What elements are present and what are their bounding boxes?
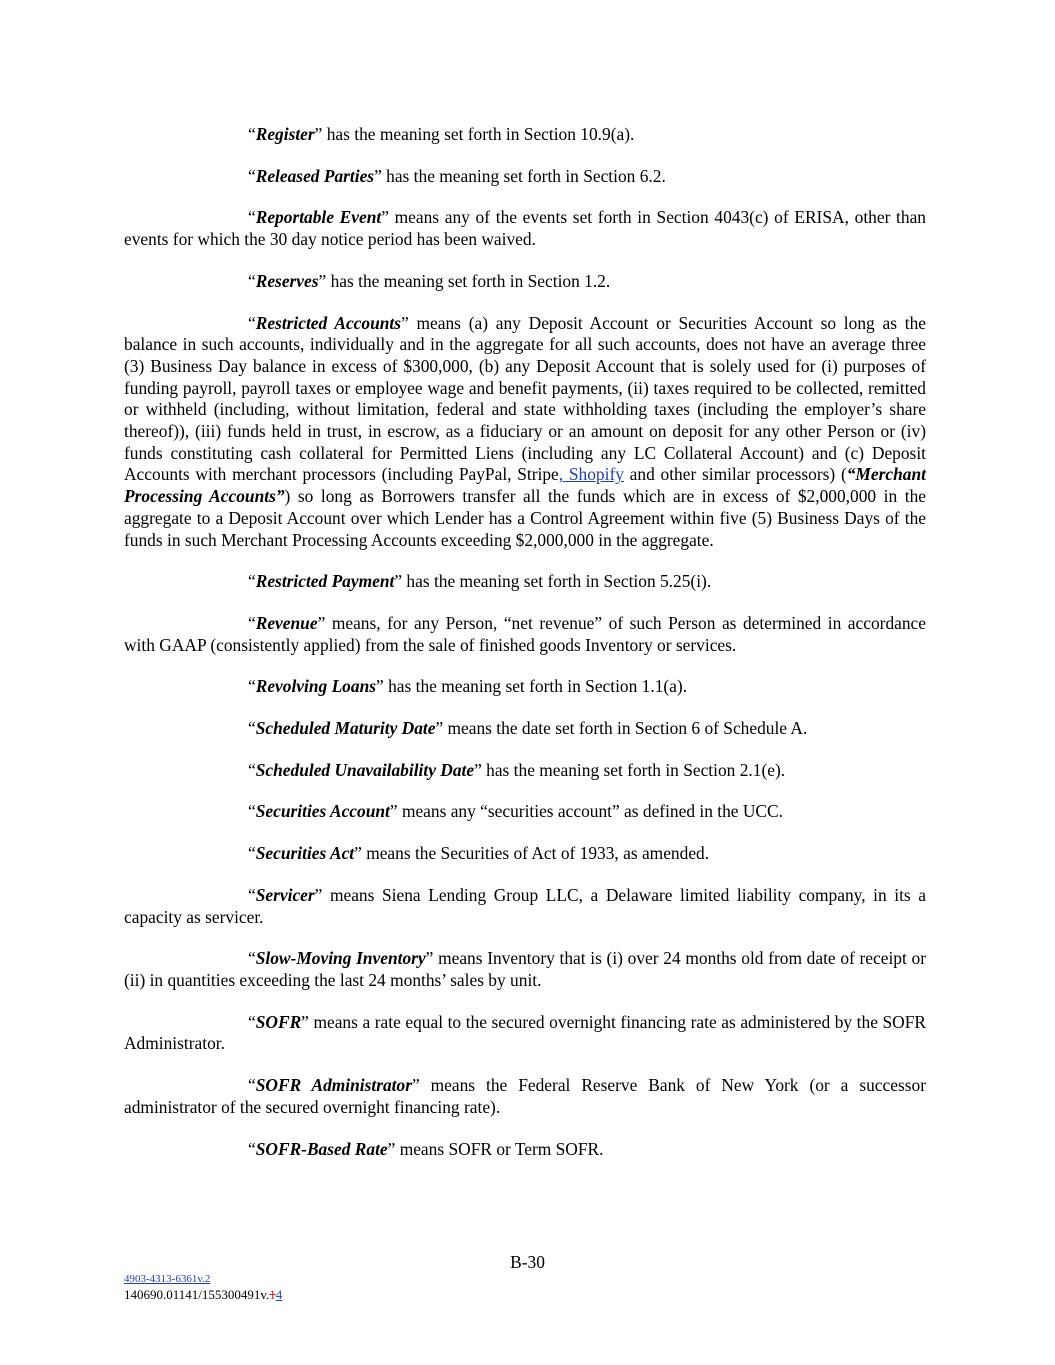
defined-term: SOFR <box>255 1011 302 1032</box>
definition-restricted-payment: “Restricted Payment” has the meaning set forth in Section 5.25(i). <box>248 571 712 592</box>
definition-servicer: “Servicer” means Siena Lending Group LLC, a Delaware limited liability company, in its a capacity as servicer. <box>124 884 926 927</box>
defined-term: SOFR-Based Rate <box>255 1138 388 1159</box>
definition-slow-moving-inventory: “Slow-Moving Inventory” means Inventory that is (i) over 24 months old from date of receipt or (ii) in quantities exceeding the last 24 months’ sales by unit. <box>124 948 926 990</box>
document-id: 140690.01141/155300491v.14 <box>124 1287 283 1302</box>
definition-released-parties: “Released Parties” has the meaning set forth in Section 6.2. <box>248 165 666 186</box>
defined-term: Restricted Accounts <box>255 312 402 333</box>
definition-sofr-administrator: “SOFR Administrator” means the Federal Reserve Bank of New York (or a successor administrator of the secured overnight financing rate). <box>124 1075 926 1117</box>
defined-term: Scheduled Maturity Date <box>255 718 436 739</box>
defined-term: Register <box>255 124 315 144</box>
definition-sofr-based-rate: “SOFR-Based Rate” means SOFR or Term SOFR. <box>248 1138 604 1159</box>
definition-scheduled-maturity-date: “Scheduled Maturity Date” means the date set forth in Section 6 of Schedule A. <box>248 718 808 739</box>
defined-term: Revenue <box>255 612 318 633</box>
definition-revenue: “Revenue” means, for any Person, “net revenue” of such Person as determined in accordance with GAAP (consistently applied) from the sale of finished goods Inventory or services. <box>124 612 926 655</box>
definition-revolving-loans: “Revolving Loans” has the meaning set forth in Section 1.1(a). <box>248 676 688 697</box>
definition-securities-act: “Securities Act” means the Securities of Act of 1933, as amended. <box>248 843 710 864</box>
defined-term: Slow-Moving Inventory <box>255 948 426 969</box>
defined-term: Restricted Payment <box>255 571 395 592</box>
defined-term: Revolving Loans <box>255 676 377 697</box>
shopify-link[interactable]: , Shopify <box>558 464 624 485</box>
defined-term: Securities Act <box>255 843 355 864</box>
inserted-revision: 4 <box>275 1287 283 1302</box>
definition-securities-account: “Securities Account” means any “securities account” as defined in the UCC. <box>248 801 783 822</box>
definition-sofr: “SOFR” means a rate equal to the secured overnight financing rate as administered by the SOFR Administrator. <box>124 1011 926 1054</box>
defined-term: Released Parties <box>255 165 375 186</box>
defined-term: SOFR Administrator <box>255 1075 412 1096</box>
defined-term-merchant-processing-accounts: “Merchant Processing Accounts” <box>124 464 926 507</box>
definition-scheduled-unavailability-date: “Scheduled Unavailability Date” has the meaning set forth in Section 2.1(e). <box>248 759 786 780</box>
deleted-revision: 1 <box>269 1287 276 1302</box>
defined-term: Securities Account <box>255 801 390 822</box>
definition-restricted-accounts: “Restricted Accounts” means (a) any Deposit Account or Securities Account so long as the balance in such accounts, individually and in the aggregate for all such accounts, does not have an average three (3) Business Day balance in excess of $300,000, (b) any Deposit Account that is solely used for (i) purposes of funding payroll, payroll taxes or employee wage and benefit payments, (ii) taxes required to be collected, remitted or withheld (including, without limitation, federal and state withholding taxes (including the employer’s share thereof)), (iii) funds held in trust, in escrow, as a fiduciary or an amount on deposit for any other Person or (iv) funds constituting cash collateral for Permitted Liens (including any LC Collateral Account) and (c) Deposit Accounts with merchant processors (including PayPal, Stripe, Shopify and other similar processors) (“Merchant Processing Accounts”) so long as Borrowers transfer all the funds which are in excess of $2,000,000 in the aggregate to a Deposit Account over which Lender has a Control Agreement within five (5) Business Days of the funds in such Merchant Processing Accounts exceeding $2,000,000 in the aggregate. <box>124 312 926 550</box>
defined-term: Reportable Event <box>255 207 382 228</box>
definitions-list <box>124 124 926 1180</box>
definition-reportable-event: “Reportable Event” means any of the events set forth in Section 4043(c) of ERISA, other than events for which the 30 day notice period has been waived. <box>124 207 926 250</box>
defined-term: Servicer <box>255 884 315 905</box>
definition-reserves: “Reserves” has the meaning set forth in Section 1.2. <box>248 270 611 291</box>
defined-term: Reserves <box>255 270 319 291</box>
page-number: B-30 <box>510 1252 545 1272</box>
defined-term: Scheduled Unavailability Date <box>255 759 475 780</box>
definition-register: “Register” has the meaning set forth in Section 10.9(a). <box>248 124 635 144</box>
document-id-link[interactable]: 4903-4313-6361v.2 <box>124 1273 211 1285</box>
